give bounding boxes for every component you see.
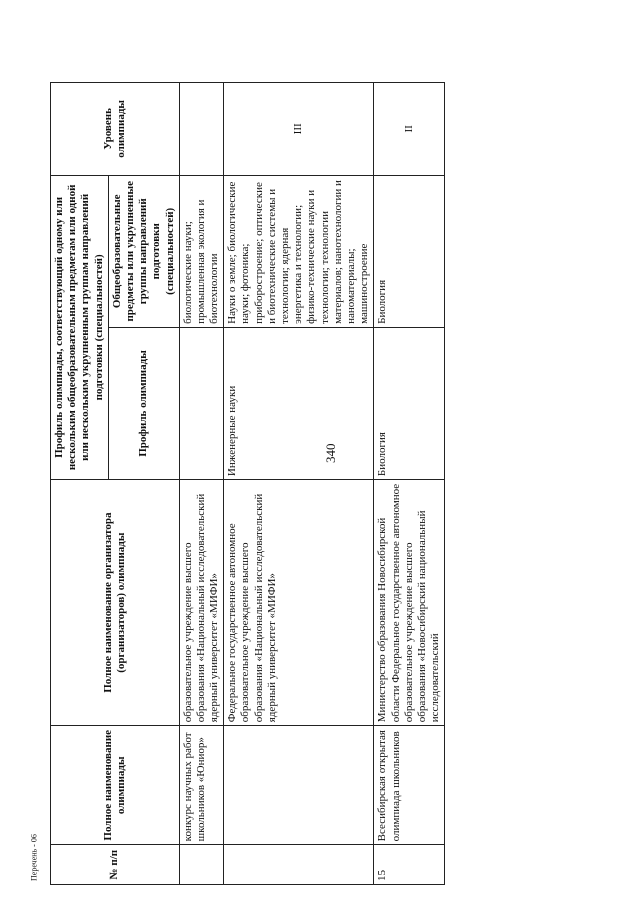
cell-level: [179, 83, 224, 176]
page-number: 340: [323, 443, 338, 463]
cell-num: [224, 845, 374, 885]
cell-name: конкурс научных работ школьников «Юниор»: [179, 726, 224, 845]
header-profile-group: Профиль олимпиады, соответствующий одному или нескольким общеобразовательным предметам или одной или нескольким укрупненным группам направлений подготовки (специальностей): [51, 175, 109, 479]
footer-note: Перечень - 06: [29, 834, 39, 882]
header-name: Полное наименование олимпиады: [51, 726, 180, 845]
cell-num: 15: [374, 845, 445, 885]
rotated-table-container: [50, 82, 614, 885]
table-row: [374, 83, 445, 885]
cell-name: Всесибирская открытая олимпиада школьников: [374, 726, 445, 845]
cell-num: [179, 845, 224, 885]
table-row: [224, 83, 374, 885]
olympiad-table: [50, 82, 445, 885]
cell-organizer: образовательное учреждение высшего образования «Национальный исследовательский ядерный университет «МИФИ»: [179, 480, 224, 726]
header-row: [51, 83, 109, 885]
table-row: [179, 83, 224, 885]
cell-profile: [179, 327, 224, 479]
cell-subjects: Биология: [374, 175, 445, 327]
cell-profile: Инженерные науки: [224, 327, 374, 479]
cell-profile: Биология: [374, 327, 445, 479]
cell-name: [224, 726, 374, 845]
cell-level: II: [374, 83, 445, 176]
header-level: Уровень олимпиады: [51, 83, 180, 176]
cell-subjects: Науки о земле; биологические науки; фотоника; приборостроение; оптические и биотехнические системы и технологии; ядерная энергетика и технологии; физико-технические науки и технологии; технологии материалов; нанотехнологии и наноматериалы; машиностроение: [224, 175, 374, 327]
cell-organizer: Федеральное государственное автономное образовательное учреждение высшего образования «Национальный исследовательский ядерный университет «МИФИ»: [224, 480, 374, 726]
cell-subjects: биологические науки; промышленная экология и биотехнологии: [179, 175, 224, 327]
cell-organizer: Министерство образования Новосибирской области Федеральное государственное автономное образовательное учреждение высшего образования «Новосибирский национальный исследовательский: [374, 480, 445, 726]
header-num: № п/п: [51, 845, 180, 885]
header-profile: Профиль олимпиады: [108, 327, 179, 479]
header-subjects: Общеобразовательные предметы или укрупненные группы направлений подготовки (специальностей): [108, 175, 179, 327]
cell-level: III: [224, 83, 374, 176]
header-organizer: Полное наименование организатора (организаторов) олимпиады: [51, 480, 180, 726]
